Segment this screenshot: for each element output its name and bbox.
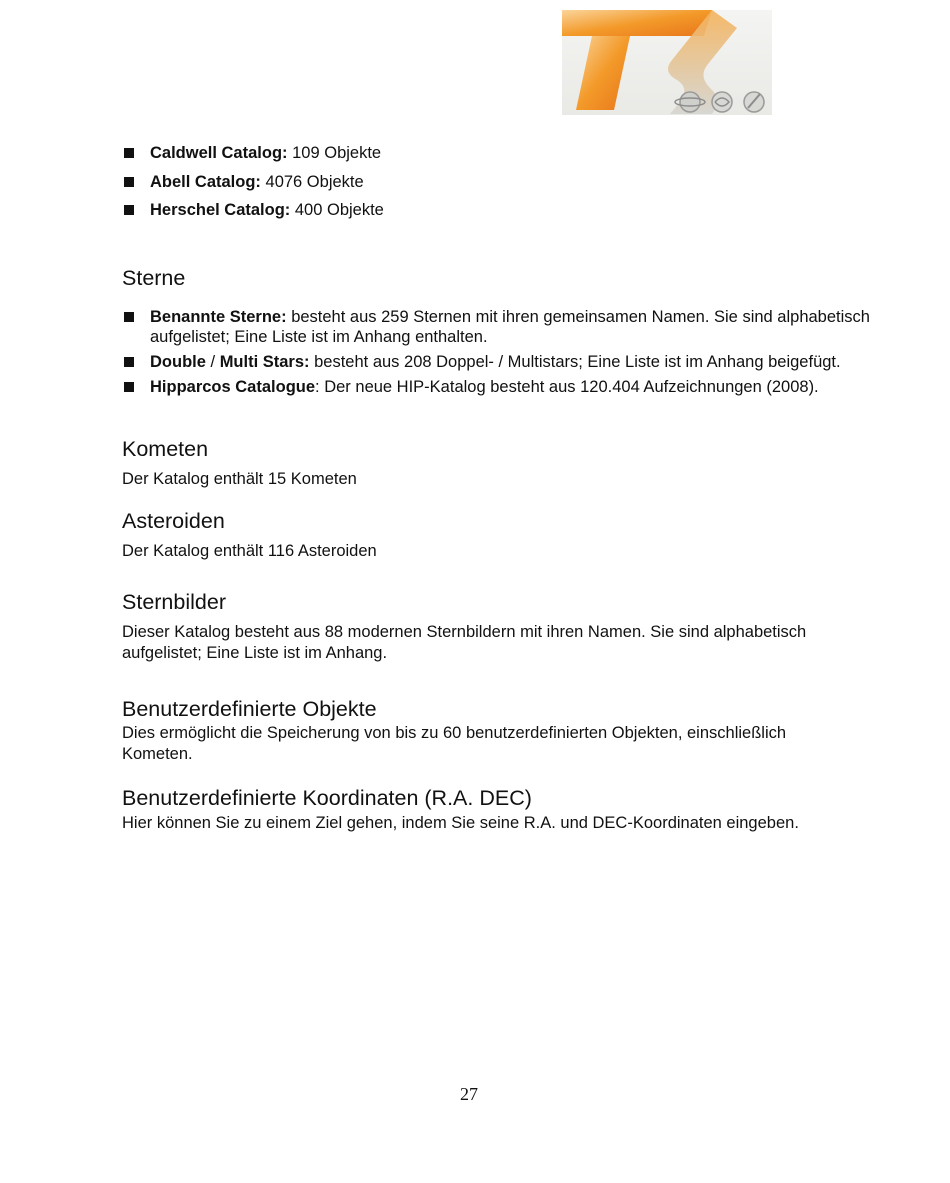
section-heading-benutzer-objekte: Benutzerdefinierte Objekte <box>122 697 377 721</box>
list-item: Benannte Sterne: besteht aus 259 Sternen mit ihren gemeinsamen Namen. Sie sind alphabetisch aufgelistet; Eine Liste ist im Anhang enthalten. <box>122 307 882 347</box>
section-heading-kometen: Kometen <box>122 437 209 461</box>
list-item: Caldwell Catalog: 109 Objekte <box>122 143 882 163</box>
sternbilder-text: Dieser Katalog besteht aus 88 modernen Sternbildern mit ihren Namen. Sie sind alphabetisch aufgelistet; Eine Liste ist im Anhang. <box>122 623 807 662</box>
catalog-list <box>122 143 882 229</box>
bullet-square-icon <box>124 357 134 367</box>
bullet-square-icon <box>124 312 134 322</box>
asteroiden-text: Der Katalog enthält 116 Asteroiden <box>122 542 377 560</box>
section-heading-sternbilder: Sternbilder <box>122 590 226 614</box>
stars-list <box>122 307 882 402</box>
benutzer-koordinaten-text: Hier können Sie zu einem Ziel gehen, indem Sie seine R.A. und DEC-Koordinaten eingeben. <box>122 814 799 832</box>
section-heading-sterne: Sterne <box>122 266 186 290</box>
benutzer-objekte-text: Dies ermöglicht die Speicherung von bis zu 60 benutzerdefinierten Objekten, einschließlich Kometen. <box>122 724 787 763</box>
list-item: Abell Catalog: 4076 Objekte <box>122 172 882 192</box>
bullet-square-icon <box>124 177 134 187</box>
company-logo <box>562 10 772 115</box>
bullet-square-icon <box>124 382 134 392</box>
list-item: Hipparcos Catalogue: Der neue HIP-Katalog besteht aus 120.404 Aufzeichnungen (2008). <box>122 377 882 397</box>
kometen-text: Der Katalog enthält 15 Kometen <box>122 470 357 488</box>
bullet-square-icon <box>124 205 134 215</box>
page-number: 27 <box>460 1084 478 1104</box>
list-item: Double / Multi Stars: besteht aus 208 Doppel- / Multistars; Eine Liste ist im Anhang beigefügt. <box>122 352 882 372</box>
section-heading-benutzer-koordinaten: Benutzerdefinierte Koordinaten (R.A. DEC) <box>122 786 532 810</box>
section-heading-asteroiden: Asteroiden <box>122 509 225 533</box>
bullet-square-icon <box>124 148 134 158</box>
list-item: Herschel Catalog: 400 Objekte <box>122 200 882 220</box>
